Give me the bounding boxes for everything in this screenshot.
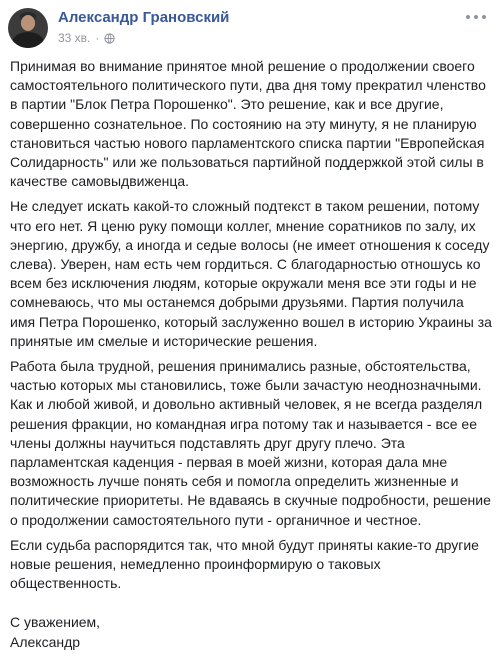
meta-separator: · — [95, 31, 100, 45]
signature-name: Александр — [10, 633, 81, 650]
author-name[interactable]: Александр Грановский — [58, 9, 230, 26]
author-avatar[interactable] — [8, 8, 48, 48]
more-dot-1 — [466, 15, 470, 19]
post-paragraph-1: Принимая во внимание принятое мной решение о продолжении своего самостоятельного политического пути, два дня тому прекратил членство в партии "Блок Петра Порошенко". Это решение, как и все другие, совершенно сознательное. По состоянию на эту минуту, я не планирую становиться частью нового парламентского списка партии "Европейская Солидарность" или же пользоваться партийной поддержкой этой силы в качестве самовыдвиженца. — [10, 58, 486, 190]
post-paragraph-3: Работа была трудной, решения принимались разные, обстоятельства, частью которых мы становились, тоже были зачастую неоднозначными. Как и любой живой, и довольно активный человек, я не всегда разделял решения фракции, но командная игра потому так и называется - все ее члены должны научиться подставлять друг другу плечо. Эта парламентская каденция - первая в моей жизни, которая дала мне возможность лучше понять себя и помогла определить жизненные и политические приоритеты. Не вдаваясь в скучные подробности, решение о продолжении самостоятельного пути - органичное и честное. — [10, 358, 491, 528]
more-dot-3 — [482, 15, 486, 19]
globe-icon[interactable] — [104, 33, 115, 44]
more-options-icon[interactable] — [466, 10, 486, 24]
post-body — [10, 57, 492, 652]
post-subline — [58, 31, 229, 45]
post-paragraph-4: Если судьба распорядится так, что мной будут приняты какие-то другие новые решения, немедленно проинформирую о таковых общественность. — [10, 536, 479, 592]
post-meta — [58, 8, 229, 45]
post-signature-block — [10, 613, 492, 651]
post-paragraph-2: Не следует искать какой-то сложный подтекст в таком решении, потому что его нет. Я ценю руку помощи коллег, мнение соратников по залу, их энергию, дружбу, а иногда и седые волосы (не имеет отношения к соседу слева). Уверен, нам есть чем гордиться. С благодарностью отношусь ко всем без исключения людям, которые окружали меня все эти годы и не сомневаюсь, что мы останемся добрыми друзьями. Партия получила имя Петра Порошенко, который заслуженно вошел в историю Украины за принятые им смелые и исторические решения. — [10, 198, 492, 349]
avatar-face — [21, 15, 35, 31]
post-header — [8, 8, 229, 48]
avatar-shoulders — [12, 32, 44, 48]
closing-line: С уважением, — [10, 614, 101, 631]
more-dot-2 — [474, 15, 478, 19]
post-time[interactable]: 33 хв. — [58, 31, 91, 45]
